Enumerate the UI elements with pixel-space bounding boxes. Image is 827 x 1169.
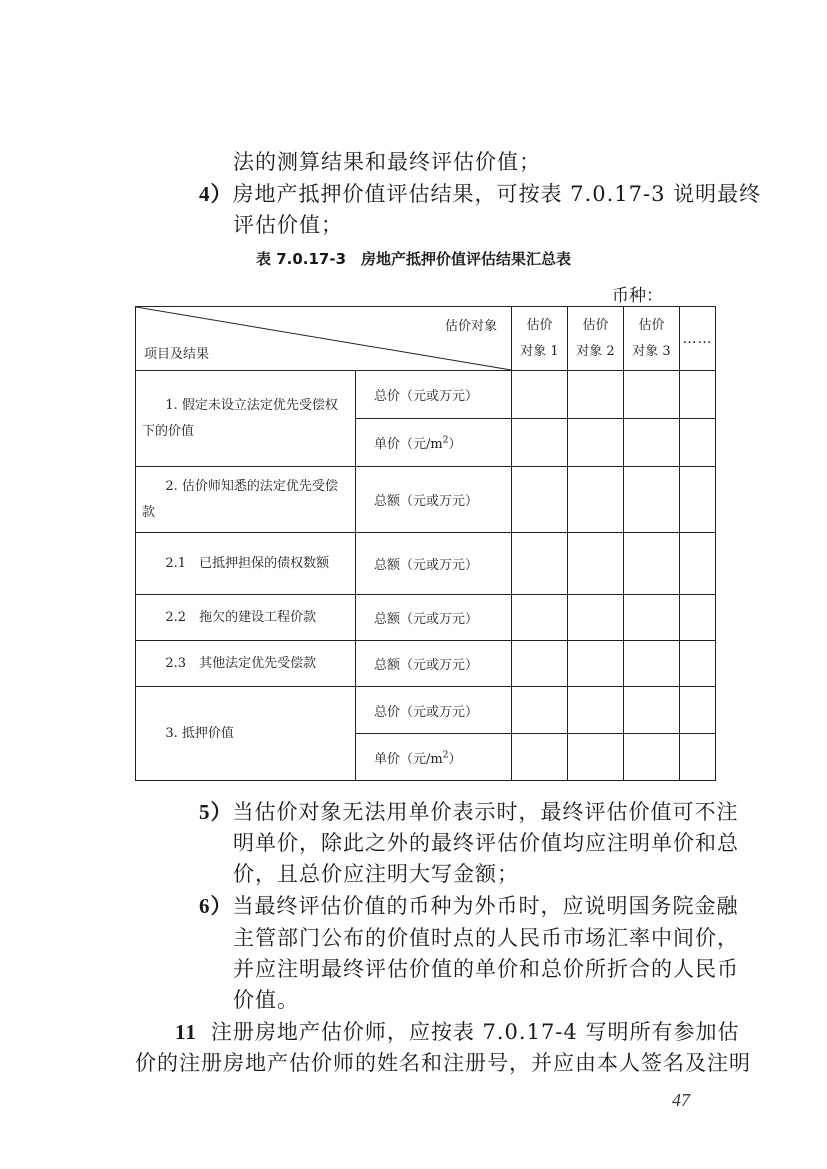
value-cell (680, 371, 716, 419)
more-objects-header: …… (680, 307, 716, 371)
object-header-3: 估价 对象 3 (624, 307, 680, 371)
table-row (136, 641, 716, 687)
page-number: 47 (672, 1090, 690, 1110)
paragraph-line: 价的注册房地产估价师的姓名和注册号，并应由本人签名及注明 (135, 1051, 751, 1075)
paragraph-item-4 (199, 178, 761, 208)
table-header-row (136, 307, 716, 371)
table-row (136, 371, 716, 419)
value-cell (512, 419, 568, 467)
value-cell (568, 687, 624, 734)
value-cell (568, 734, 624, 781)
table-row (136, 467, 716, 533)
object-header-2: 估价 对象 2 (568, 307, 624, 371)
value-cell (680, 641, 716, 687)
item-number: 6） (199, 894, 233, 918)
header-object-label: 估价对象 (444, 319, 497, 334)
paragraph-item-11 (175, 1016, 739, 1046)
value-cell (512, 734, 568, 781)
unit-label: 总额（元或万元） (356, 533, 512, 595)
header-item-label: 项目及结果 (144, 347, 210, 362)
paragraph-line: 价，且总价应注明大写金额； (233, 862, 519, 886)
row-item-label: 3. 抵押价值 (136, 687, 356, 781)
row-item-label: 2.1 已抵押担保的债权数额 (136, 533, 356, 595)
value-cell (568, 595, 624, 641)
value-cell (568, 371, 624, 419)
unit-label: 总价（元或万元） (356, 687, 512, 734)
currency-label: 币种： (612, 286, 663, 306)
value-cell (680, 734, 716, 781)
value-cell (680, 467, 716, 533)
paragraph-line: 当最终评估价值的币种为外币时，应说明国务院金融 (232, 894, 739, 918)
value-cell (568, 467, 624, 533)
unit-label: 单价（元$/m^2$） (356, 734, 512, 781)
row-item-label: 2.2 拖欠的建设工程价款 (136, 595, 356, 641)
value-cell (624, 467, 680, 533)
value-cell (512, 595, 568, 641)
row-item-label: 2. 估价师知悉的法定优先受偿款 (136, 467, 356, 533)
unit-label: 总价（元或万元） (356, 371, 512, 419)
paragraph-line: 当估价对象无法用单价表示时，最终评估价值可不注 (232, 800, 739, 824)
paragraph-line: 法的测算结果和最终评估价值； (233, 150, 541, 174)
value-cell (624, 687, 680, 734)
value-cell (568, 533, 624, 595)
value-cell (512, 687, 568, 734)
unit-label: 总额（元或万元） (356, 595, 512, 641)
value-cell (624, 533, 680, 595)
value-cell (624, 419, 680, 467)
valuation-summary-table (135, 306, 716, 781)
value-cell (624, 734, 680, 781)
value-cell (512, 371, 568, 419)
unit-label: 单价（元$/m^2$） (356, 419, 512, 467)
paragraph-line: 评估价值； (233, 213, 343, 237)
paragraph-line: 明单价，除此之外的最终评估价值均应注明单价和总 (233, 831, 739, 855)
value-cell (680, 419, 716, 467)
paragraph-line: 注册房地产估价师，应按表 7.0.17-4 写明所有参加估 (210, 1020, 740, 1044)
table-row (136, 533, 716, 595)
unit-label: 总额（元或万元） (356, 641, 512, 687)
value-cell (680, 533, 716, 595)
row-item-label: 1. 假定未设立法定优先受偿权下的价值 (136, 371, 356, 467)
paragraph-line: 并应注明最终评估价值的单价和总价所折合的人民币 (233, 957, 739, 981)
value-cell (624, 371, 680, 419)
row-item-label: 2.3 其他法定优先受偿款 (136, 641, 356, 687)
value-cell (568, 641, 624, 687)
item-number: 11 (175, 1020, 197, 1044)
unit-label: 总额（元或万元） (356, 467, 512, 533)
table-row (136, 595, 716, 641)
value-cell (680, 687, 716, 734)
item-number: 4） (199, 182, 233, 206)
item-number: 5） (199, 800, 233, 824)
value-cell (568, 419, 624, 467)
object-header-1: 估价 对象 1 (512, 307, 568, 371)
paragraph-line: 价值。 (233, 988, 299, 1012)
table-row (136, 687, 716, 734)
diagonal-header-cell (136, 307, 512, 371)
table-caption: 表 7.0.17-3 房地产抵押价值评估结果汇总表 (255, 250, 572, 268)
paragraph-item-6 (199, 890, 739, 920)
value-cell (624, 641, 680, 687)
value-cell (512, 533, 568, 595)
value-cell (512, 641, 568, 687)
paragraph-line: 主管部门公布的价值时点的人民币市场汇率中间价， (233, 926, 739, 950)
value-cell (512, 467, 568, 533)
paragraph-line: 房地产抵押价值评估结果，可按表 7.0.17-3 说明最终 (232, 182, 762, 206)
paragraph-item-5 (199, 796, 739, 826)
value-cell (680, 595, 716, 641)
value-cell (624, 595, 680, 641)
